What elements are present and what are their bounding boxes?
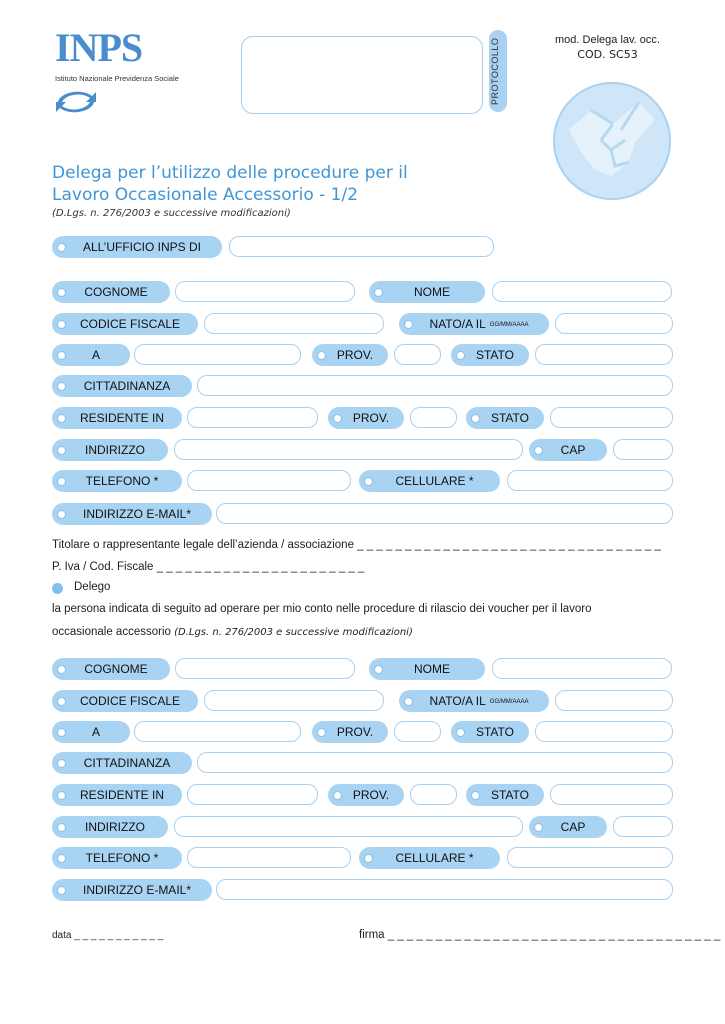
label-text: STATO [475,348,514,362]
nome-field[interactable] [492,281,672,302]
cap-field[interactable] [613,439,673,460]
inps-arrows-icon [52,86,100,118]
label-text: RESIDENTE IN [79,411,164,425]
protocol-box[interactable] [241,36,483,114]
description-line-2 [52,626,413,638]
date-format-hint: GG/MM/AAAA [489,699,529,705]
email-label [52,503,212,525]
cognome-label [52,281,170,303]
codice-fiscale-label [52,313,198,335]
delego-label: Delego [74,581,111,593]
cognome-field[interactable] [175,281,355,302]
label-text: INDIRIZZO [85,443,145,457]
description-text: occasionale accessorio [52,626,171,638]
title-line-2: Lavoro Occasionale Accessorio - 1/2 [52,185,359,205]
delegate-stato-residenza-label [466,784,544,806]
label-text: CELLULARE * [395,474,474,488]
stato-nascita-label [451,344,529,366]
delegate-telefono-field[interactable] [187,847,351,868]
data-line: data _ _ _ _ _ _ _ _ _ _ _ [52,930,164,941]
residente-field[interactable] [187,407,318,428]
delegate-codice-fiscale-field[interactable] [204,690,384,711]
delegate-prov-nascita-label [312,721,388,743]
label-text: CAP [560,820,586,834]
stato-residenza-field[interactable] [550,407,673,428]
delegate-indirizzo-field[interactable] [174,816,523,837]
telefono-field[interactable] [187,470,351,491]
law-reference: (D.Lgs. n. 276/2003 e successive modificazioni) [52,208,291,219]
label-text: CELLULARE * [395,851,474,865]
nome-label [369,281,485,303]
cittadinanza-label [52,375,192,397]
delegate-nome-field[interactable] [492,658,672,679]
prov-nascita-field[interactable] [394,344,441,365]
prov-nascita-label [312,344,388,366]
description-law-ref: (D.Lgs. n. 276/2003 e successive modificazioni) [174,627,413,638]
delegate-telefono-label [52,847,182,869]
label-text: NOME [414,285,450,299]
label-text: CITTADINANZA [83,756,171,770]
delegate-cittadinanza-field[interactable] [197,752,673,773]
delegate-luogo-nascita-label [52,721,130,743]
delegate-cellulare-label [359,847,500,869]
date-format-hint: GG/MM/AAAA [489,322,529,328]
delegate-stato-nascita-label [451,721,529,743]
delegate-stato-nascita-field[interactable] [535,721,673,742]
label-text: CODICE FISCALE [79,317,181,331]
cap-label [529,439,607,461]
piva-line: P. Iva / Cod. Fiscale _ _ _ _ _ _ _ _ _ _ _ _ _ _ _ _ _ _ _ _ _ _ [52,561,365,573]
stato-residenza-label [466,407,544,429]
prov-residenza-field[interactable] [410,407,457,428]
logo-subtitle: Istituto Nazionale Previdenza Sociale [55,74,179,83]
delego-bullet [52,583,63,594]
cellulare-field[interactable] [507,470,673,491]
delegate-codice-fiscale-label [52,690,198,712]
label-text: PROV. [336,725,374,739]
form-code-label: COD. SC53 [577,48,638,61]
delegate-email-field[interactable] [216,879,673,900]
delegate-residente-field[interactable] [187,784,318,805]
description-line-1: la persona indicata di seguito ad operare per mio conto nelle procedure di rilascio dei voucher per il lavoro [52,603,592,615]
delegate-luogo-nascita-field[interactable] [134,721,301,742]
firma-line: firma _ _ _ _ _ _ _ _ _ _ _ _ _ _ _ _ _ _ _ _ _ _ _ _ _ _ _ _ _ _ _ _ _ _ _ [359,929,721,941]
page-title [52,162,408,206]
label-text: NATO/A IL [429,694,486,708]
delegate-prov-residenza-label [328,784,404,806]
label-text: RESIDENTE IN [79,788,164,802]
office-label-text: ALL’UFFICIO INPS DI [82,240,202,254]
prov-residenza-label [328,407,404,429]
office-field[interactable] [229,236,494,257]
nato-il-label [399,313,549,335]
label-text: PROV. [352,411,390,425]
label-text: A [91,348,100,362]
delegate-residente-label [52,784,182,806]
luogo-nascita-field[interactable] [134,344,301,365]
label-text: CITTADINANZA [83,379,171,393]
stato-nascita-field[interactable] [535,344,673,365]
luogo-nascita-label [52,344,130,366]
label-text: CAP [560,443,586,457]
delegate-nato-il-label [399,690,549,712]
cittadinanza-field[interactable] [197,375,673,396]
indirizzo-field[interactable] [174,439,523,460]
delegate-prov-residenza-field[interactable] [410,784,457,805]
label-text: CODICE FISCALE [79,694,181,708]
delegate-cap-field[interactable] [613,816,673,837]
delegate-nome-label [369,658,485,680]
delegate-cittadinanza-label [52,752,192,774]
delegate-cognome-label [52,658,170,680]
label-text: INDIRIZZO [85,820,145,834]
label-text: NATO/A IL [429,317,486,331]
telefono-label [52,470,182,492]
codice-fiscale-field[interactable] [204,313,384,334]
delegate-cellulare-field[interactable] [507,847,673,868]
delegate-birth-date-field[interactable] [555,690,673,711]
cellulare-label [359,470,500,492]
label-text: NOME [414,662,450,676]
label-text: COGNOME [84,285,148,299]
title-line-1: Delega per l’utilizzo delle procedure per il [52,163,408,183]
label-text: INDIRIZZO E-MAIL* [82,507,191,521]
delegate-prov-nascita-field[interactable] [394,721,441,742]
label-text: COGNOME [84,662,148,676]
titolare-line: Titolare o rappresentante legale dell’azienda / associazione _ _ _ _ _ _ _ _ _ _ _ _ _ _ _ _ _ _ _ _ _ _ _ _ _ _ _ _ _ _ _ _ [52,539,661,551]
label-text: STATO [490,788,529,802]
label-text: PROV. [336,348,374,362]
label-text: TELEFONO * [85,474,159,488]
birth-date-field[interactable] [555,313,673,334]
label-text: A [91,725,100,739]
inps-logo: INPS [55,25,143,70]
delegate-indirizzo-label [52,816,168,838]
label-text: STATO [490,411,529,425]
delegate-email-label [52,879,212,901]
delegate-stato-residenza-field[interactable] [550,784,673,805]
form-model-label: mod. Delega lav. occ. [555,34,660,46]
residente-label [52,407,182,429]
label-text: INDIRIZZO E-MAIL* [82,883,191,897]
delegate-cap-label [529,816,607,838]
delegate-cognome-field[interactable] [175,658,355,679]
office-label [52,236,222,258]
indirizzo-label [52,439,168,461]
label-text: STATO [475,725,514,739]
label-text: TELEFONO * [85,851,159,865]
protocol-label: PROTOCOLLO [490,37,500,105]
handshake-icon [551,80,673,202]
label-text: PROV. [352,788,390,802]
email-field[interactable] [216,503,673,524]
